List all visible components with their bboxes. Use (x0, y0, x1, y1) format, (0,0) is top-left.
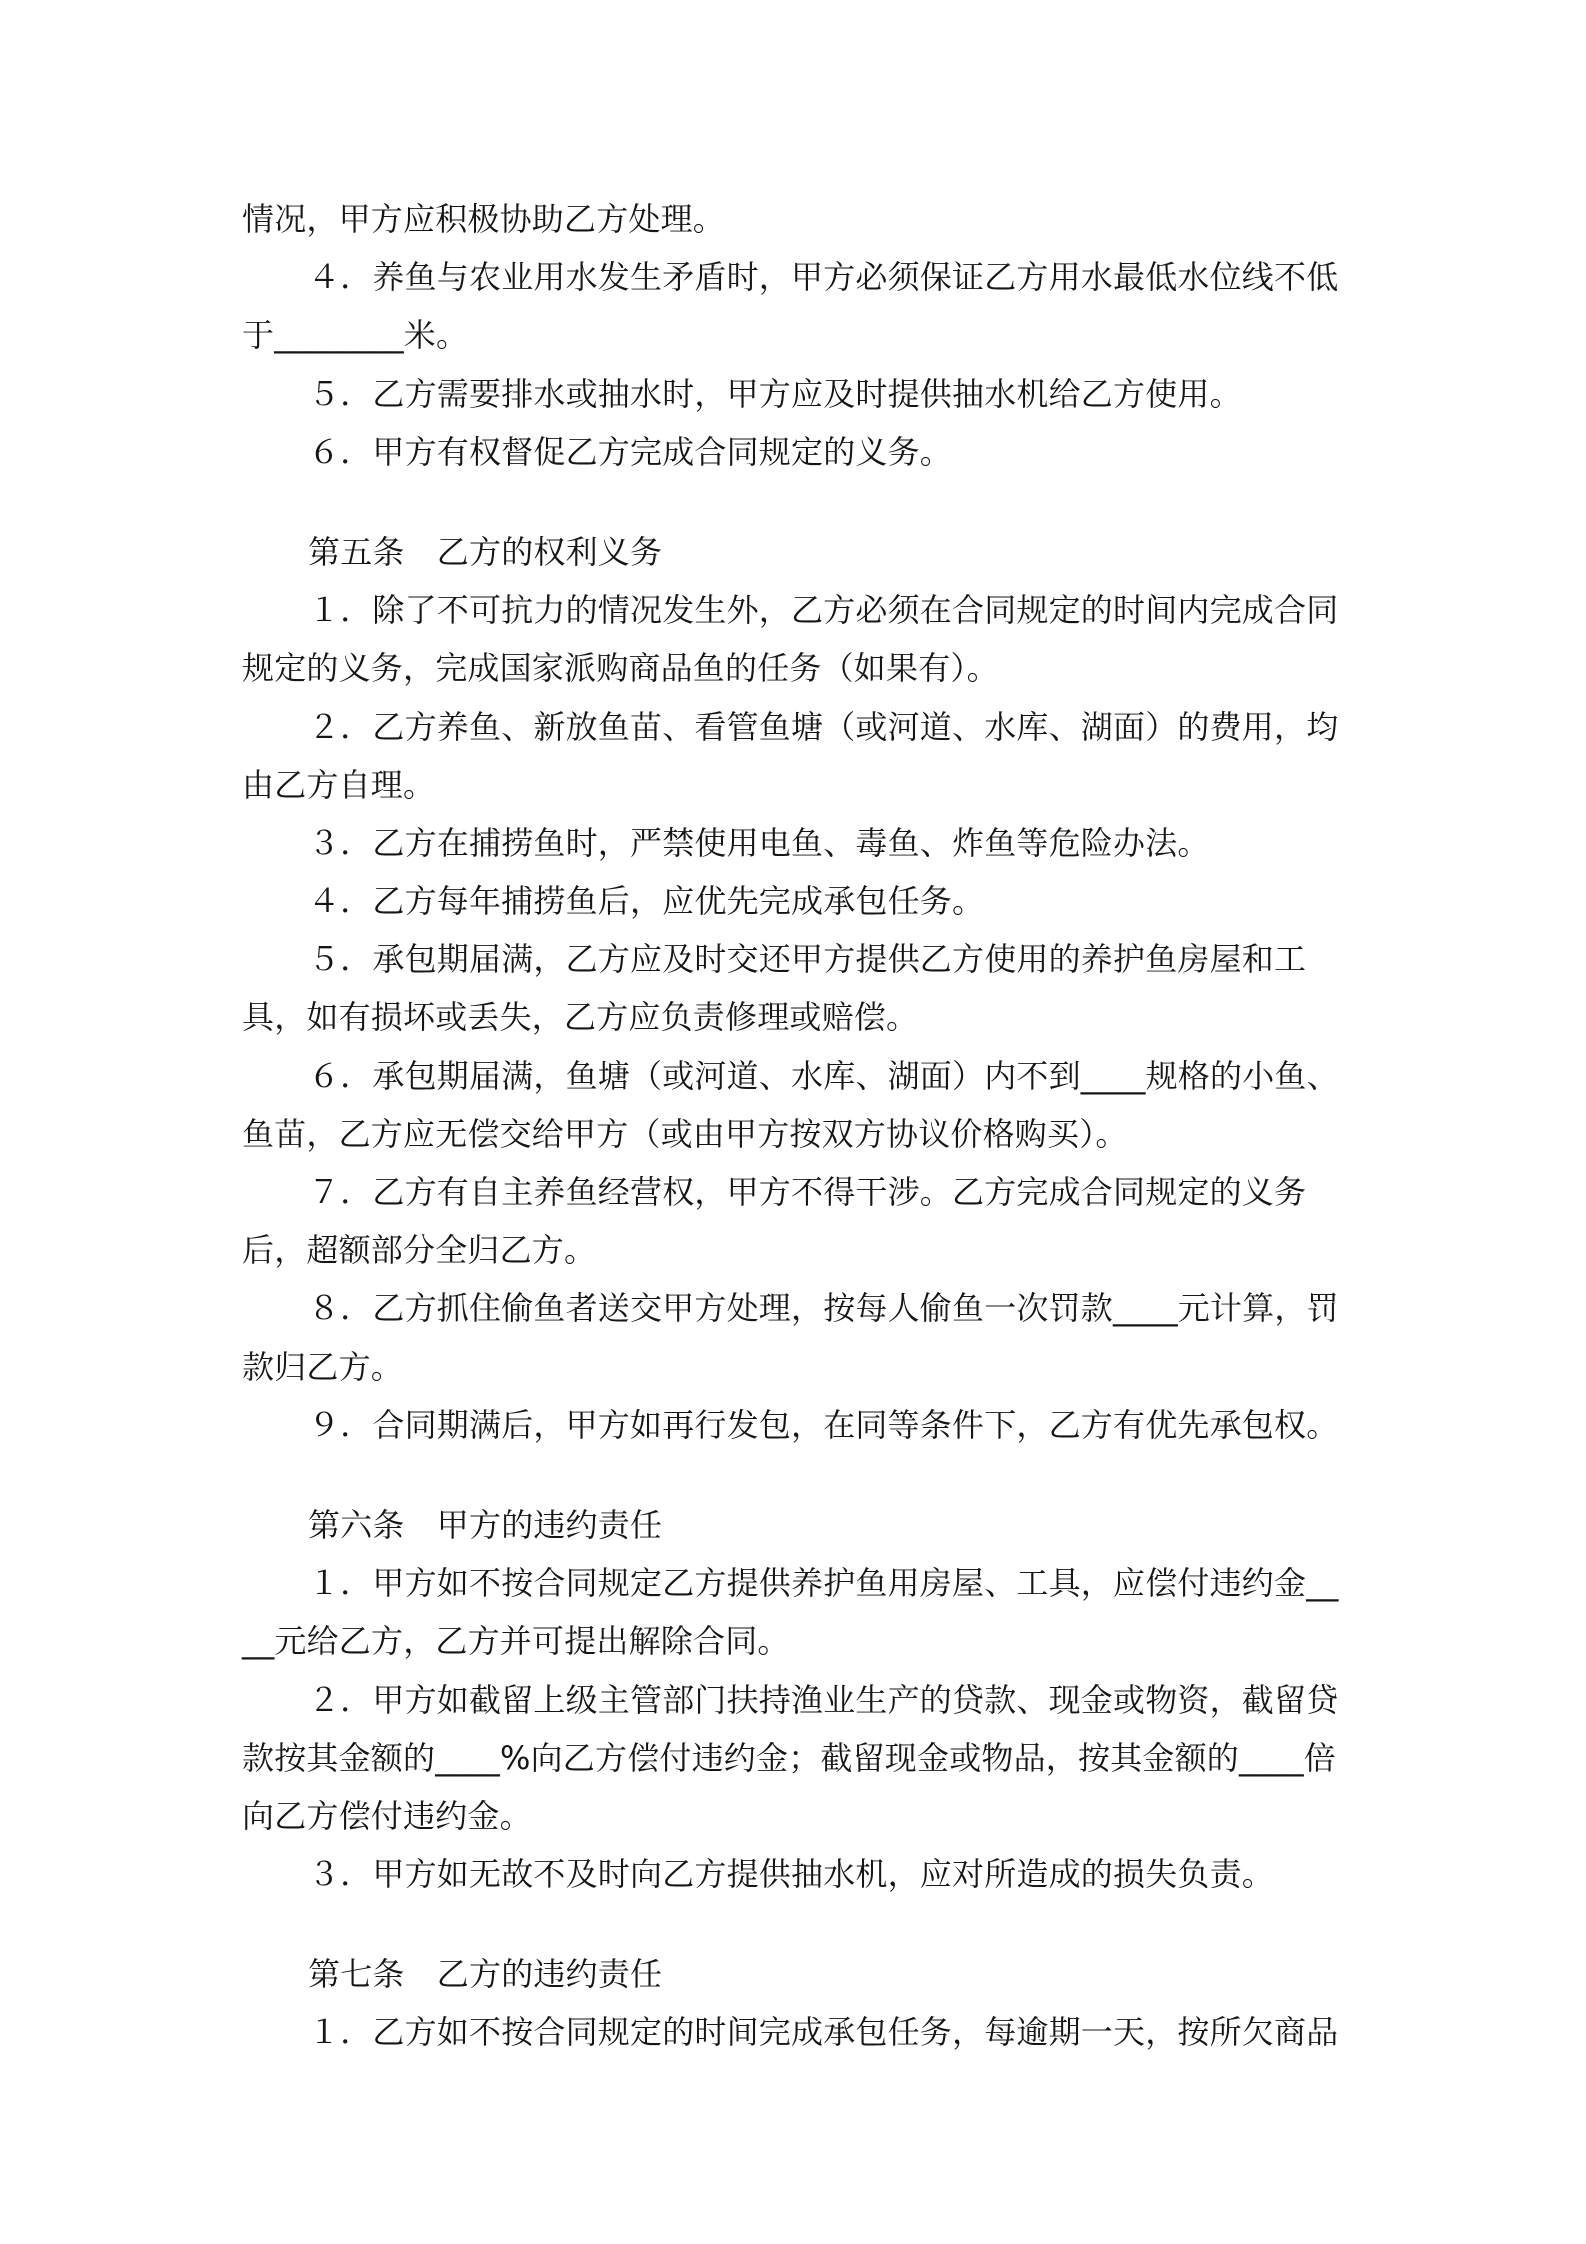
clause-item-4: ４．乙方每年捕捞鱼后，应优先完成承包任务。 (308, 882, 985, 921)
article-5-heading: 第五条 乙方的权利义务 (308, 532, 663, 571)
clause-item-2: ２．甲方如截留上级主管部门扶持渔业生产的贷款、现金或物资，截留贷 (308, 1680, 1339, 1719)
clause-item-7: ７．乙方有自主养鱼经营权，甲方不得干涉。乙方完成合同规定的义务 (308, 1173, 1307, 1211)
clause-item-1: １．乙方如不按合同规定的时间完成承包任务，每逾期一天，按所欠商品 (308, 2013, 1339, 2052)
clause-line: 由乙方自理。 (242, 765, 436, 804)
article-5 (242, 523, 1362, 1454)
clause-line: __元给乙方，乙方并可提出解除合同。 (242, 1622, 790, 1661)
clause-line: 鱼苗，乙方应无偿交给甲方（或由甲方按双方协议价格购买）。 (242, 1114, 1128, 1153)
clause-item-1: １．甲方如不按合同规定乙方提供养护鱼用房屋、工具，应偿付违约金__ (308, 1564, 1339, 1603)
clause-item-6: ６．承包期届满，鱼塘（或河道、水库、湖面）内不到____规格的小鱼、 (308, 1056, 1339, 1095)
article-6-heading: 第六条 甲方的违约责任 (308, 1505, 663, 1544)
clause-item-5: ５．承包期届满，乙方应及时交还甲方提供乙方使用的养护鱼房屋和工 (308, 940, 1307, 979)
clause-line: 情况，甲方应积极协助乙方处理。 (242, 200, 726, 238)
clause-item-9: ９．合同期满后，甲方如再行发包，在同等条件下，乙方有优先承包权。 (308, 1405, 1339, 1444)
article-7 (242, 1945, 1362, 2061)
article-4-continuation (242, 190, 1362, 481)
clause-line: 款按其金额的____%向乙方偿付违约金；截留现金或物品，按其金额的____倍 (242, 1738, 1337, 1777)
document-body (242, 190, 1362, 2062)
clause-line: 款归乙方。 (242, 1347, 404, 1386)
clause-line: 后，超额部分全归乙方。 (242, 1231, 597, 1270)
clause-line: 向乙方偿付违约金。 (242, 1796, 532, 1835)
clause-item-5: ５．乙方需要排水或抽水时，甲方应及时提供抽水机给乙方使用。 (308, 374, 1242, 413)
clause-item-3: ３．甲方如无故不及时向乙方提供抽水机，应对所造成的损失负责。 (308, 1855, 1275, 1894)
clause-line: 于________米。 (242, 316, 469, 355)
article-7-heading: 第七条 乙方的违约责任 (308, 1955, 663, 1994)
clause-line: 规定的义务，完成国家派购商品鱼的任务（如果有）。 (242, 649, 999, 688)
clause-line: 具，如有损坏或丢失，乙方应负责修理或赔偿。 (242, 998, 919, 1037)
clause-item-4: ４．养鱼与农业用水发生矛盾时，甲方必须保证乙方用水最低水位线不低 (308, 258, 1339, 297)
clause-item-2: ２．乙方养鱼、新放鱼苗、看管鱼塘（或河道、水库、湖面）的费用，均 (308, 707, 1339, 746)
article-6 (242, 1496, 1362, 1903)
clause-item-1: １．除了不可抗力的情况发生外，乙方必须在合同规定的时间内完成合同 (308, 591, 1339, 630)
clause-item-3: ３．乙方在捕捞鱼时，严禁使用电鱼、毒鱼、炸鱼等危险办法。 (308, 823, 1210, 862)
clause-item-6: ６．甲方有权督促乙方完成合同规定的义务。 (308, 432, 953, 471)
clause-item-8: ８．乙方抓住偷鱼者送交甲方处理，按每人偷鱼一次罚款____元计算，罚 (308, 1289, 1339, 1328)
